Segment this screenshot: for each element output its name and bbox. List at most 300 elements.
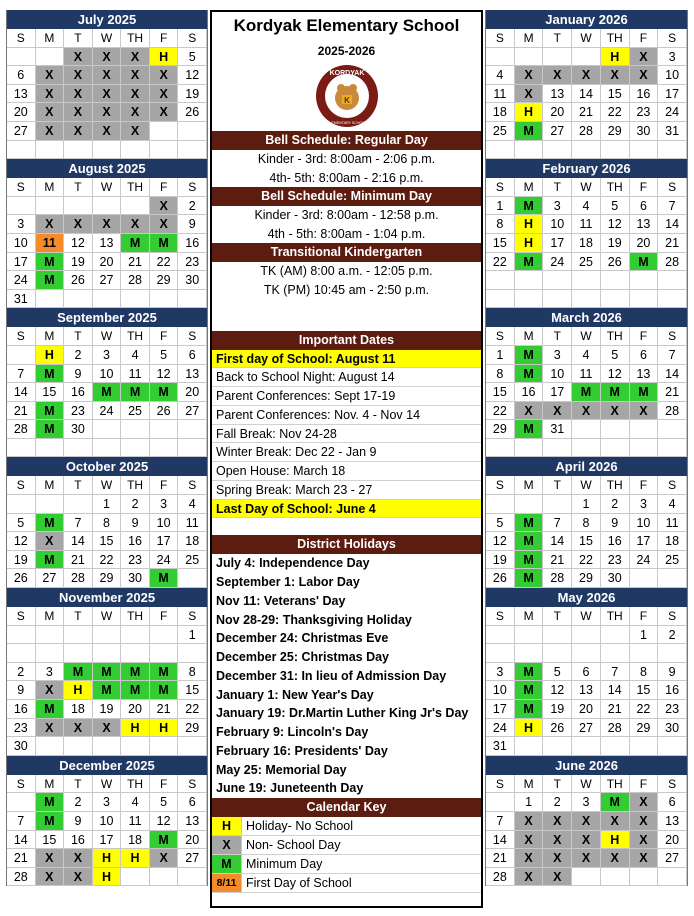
day-cell: X [572, 402, 601, 421]
day-cell: 3 [486, 663, 515, 682]
day-cell: 16 [64, 831, 93, 850]
day-cell: 14 [572, 85, 601, 104]
day-cell [64, 495, 93, 514]
weekday-header: TH [601, 607, 630, 626]
day-cell [121, 868, 150, 887]
day-cell [630, 644, 659, 663]
month-grid [7, 178, 207, 308]
day-cell: 18 [121, 831, 150, 850]
weekday-header: W [572, 178, 601, 197]
day-cell: 15 [36, 831, 65, 850]
day-cell [658, 644, 687, 663]
weekday-header: S [178, 775, 207, 794]
day-cell: 29 [630, 719, 659, 738]
day-cell: 27 [36, 569, 65, 588]
weekday-header: W [93, 178, 122, 197]
day-cell [543, 290, 572, 309]
day-cell [601, 644, 630, 663]
weekday-header: T [64, 327, 93, 346]
day-cell: X [93, 215, 122, 234]
day-cell [572, 48, 601, 67]
day-cell [7, 197, 36, 216]
weekday-header: S [7, 29, 36, 48]
day-cell: 25 [486, 122, 515, 141]
day-cell: 5 [150, 346, 179, 365]
day-cell: X [543, 831, 572, 850]
day-cell: M [150, 383, 179, 402]
weekday-header: S [7, 476, 36, 495]
day-cell: X [121, 103, 150, 122]
holiday-item: July 4: Independence Day [216, 556, 370, 571]
district-holidays-header: District Holidays [212, 535, 481, 554]
day-cell: 12 [543, 681, 572, 700]
weekday-header: M [36, 607, 65, 626]
day-cell: 28 [572, 122, 601, 141]
day-cell: 15 [572, 532, 601, 551]
day-cell: 30 [630, 122, 659, 141]
holiday-item: May 25: Memorial Day [216, 762, 347, 777]
day-cell: 3 [93, 346, 122, 365]
day-cell: 4 [658, 495, 687, 514]
weekday-header: M [515, 607, 544, 626]
day-cell [93, 420, 122, 439]
weekday-header: T [64, 476, 93, 495]
day-cell: 18 [658, 532, 687, 551]
month-calendar [6, 756, 208, 887]
day-cell: H [601, 48, 630, 67]
day-cell: X [630, 66, 659, 85]
day-cell [543, 271, 572, 290]
day-cell: X [64, 85, 93, 104]
day-cell: 29 [601, 122, 630, 141]
day-cell: 5 [178, 48, 207, 67]
day-cell [121, 644, 150, 663]
day-cell: X [601, 849, 630, 868]
holiday-item: Nov 28-29: Thanksgiving Holiday [216, 612, 412, 627]
day-cell: X [93, 66, 122, 85]
day-cell: 28 [121, 271, 150, 290]
day-cell: 1 [572, 495, 601, 514]
day-cell [36, 290, 65, 309]
day-cell: X [601, 812, 630, 831]
day-cell: M [630, 253, 659, 272]
day-cell [486, 271, 515, 290]
weekday-header: TH [601, 476, 630, 495]
day-cell: H [515, 719, 544, 738]
day-cell: 12 [601, 215, 630, 234]
weekday-header: M [515, 775, 544, 794]
day-cell: X [36, 85, 65, 104]
key-swatch: H [212, 817, 242, 835]
day-cell: 14 [658, 365, 687, 384]
day-cell: M [93, 681, 122, 700]
day-cell: 15 [601, 85, 630, 104]
day-cell: 30 [658, 719, 687, 738]
weekday-header: T [543, 327, 572, 346]
day-cell: H [93, 849, 122, 868]
important-date-item: Parent Conferences: Sept 17-19 [212, 387, 481, 406]
weekday-header: T [543, 476, 572, 495]
day-cell: M [601, 793, 630, 812]
weekday-header: S [486, 327, 515, 346]
day-cell: M [121, 663, 150, 682]
key-item [212, 855, 481, 874]
weekday-header: TH [601, 29, 630, 48]
day-cell: X [543, 66, 572, 85]
weekday-header: F [630, 775, 659, 794]
day-cell [150, 868, 179, 887]
day-cell [486, 495, 515, 514]
weekday-header: S [486, 607, 515, 626]
day-cell: X [572, 831, 601, 850]
day-cell [630, 737, 659, 756]
day-cell: 3 [572, 793, 601, 812]
weekday-header: W [93, 476, 122, 495]
day-cell: M [515, 514, 544, 533]
day-cell: 21 [7, 402, 36, 421]
day-cell [486, 644, 515, 663]
day-cell: 2 [64, 793, 93, 812]
day-cell: 14 [486, 831, 515, 850]
day-cell [36, 439, 65, 458]
day-cell [7, 439, 36, 458]
day-cell: 5 [601, 346, 630, 365]
day-cell [7, 495, 36, 514]
day-cell [515, 141, 544, 160]
day-cell: 12 [64, 234, 93, 253]
day-cell: 23 [7, 719, 36, 738]
day-cell [7, 793, 36, 812]
day-cell: M [36, 365, 65, 384]
weekday-header: TH [121, 476, 150, 495]
weekday-header: T [64, 775, 93, 794]
day-cell: 21 [486, 849, 515, 868]
weekday-header: S [7, 607, 36, 626]
month-grid [7, 476, 207, 588]
weekday-header: S [178, 476, 207, 495]
day-cell [64, 626, 93, 645]
weekday-header: S [658, 607, 687, 626]
day-cell: M [150, 234, 179, 253]
day-cell [150, 439, 179, 458]
day-cell [93, 197, 122, 216]
day-cell [515, 626, 544, 645]
day-cell: 6 [658, 793, 687, 812]
day-cell: 4 [572, 197, 601, 216]
key-label: Holiday- No School [246, 819, 353, 834]
day-cell: X [572, 66, 601, 85]
day-cell [601, 737, 630, 756]
day-cell: M [630, 383, 659, 402]
day-cell [36, 141, 65, 160]
day-cell: X [150, 197, 179, 216]
day-cell: X [601, 402, 630, 421]
day-cell [543, 626, 572, 645]
day-cell: X [630, 402, 659, 421]
day-cell: 28 [7, 868, 36, 887]
weekday-header: TH [121, 29, 150, 48]
day-cell: M [36, 700, 65, 719]
day-cell: X [630, 793, 659, 812]
important-date-item: Back to School Night: August 14 [212, 368, 481, 387]
day-cell [93, 737, 122, 756]
day-cell: 19 [7, 551, 36, 570]
day-cell [178, 290, 207, 309]
day-cell: 9 [601, 514, 630, 533]
day-cell: 3 [7, 215, 36, 234]
day-cell: 28 [658, 253, 687, 272]
weekday-header: S [486, 476, 515, 495]
day-cell [36, 48, 65, 67]
day-cell: X [121, 122, 150, 141]
day-cell: 24 [93, 402, 122, 421]
day-cell: X [121, 215, 150, 234]
weekday-header: S [658, 327, 687, 346]
day-cell: X [150, 66, 179, 85]
weekday-header: M [36, 775, 65, 794]
day-cell: 14 [658, 215, 687, 234]
day-cell: 10 [93, 812, 122, 831]
important-date-item: Spring Break: March 23 - 27 [212, 481, 481, 500]
day-cell: 17 [543, 383, 572, 402]
month-calendar [6, 308, 208, 457]
day-cell [515, 439, 544, 458]
day-cell: 16 [64, 383, 93, 402]
weekday-header: S [658, 775, 687, 794]
important-date-item: Fall Break: Nov 24-28 [212, 425, 481, 444]
weekday-header: T [64, 29, 93, 48]
day-cell: 7 [543, 514, 572, 533]
day-cell [150, 290, 179, 309]
holiday-item: Nov 11: Veterans' Day [216, 593, 346, 608]
day-cell: 17 [658, 85, 687, 104]
day-cell: M [36, 271, 65, 290]
day-cell: M [150, 831, 179, 850]
info-panel [210, 10, 483, 908]
weekday-header: W [93, 327, 122, 346]
day-cell [7, 644, 36, 663]
day-cell [630, 439, 659, 458]
day-cell: H [121, 719, 150, 738]
weekday-header: F [630, 476, 659, 495]
day-cell: 23 [601, 551, 630, 570]
day-cell: 23 [64, 402, 93, 421]
day-cell: 29 [486, 420, 515, 439]
day-cell: 17 [150, 532, 179, 551]
day-cell: X [515, 831, 544, 850]
day-cell: 11 [658, 514, 687, 533]
day-cell: H [515, 215, 544, 234]
day-cell: M [515, 551, 544, 570]
day-cell: 29 [150, 271, 179, 290]
school-year: 2025-2026 [317, 44, 376, 58]
day-cell: 21 [7, 849, 36, 868]
day-cell: M [121, 234, 150, 253]
month-grid [486, 775, 687, 887]
day-cell [150, 644, 179, 663]
day-cell [7, 346, 36, 365]
day-cell: 26 [486, 569, 515, 588]
weekday-header: M [36, 476, 65, 495]
day-cell [178, 141, 207, 160]
tk-header: Transitional Kindergarten [212, 243, 481, 262]
month-title: October 2025 [7, 457, 207, 476]
day-cell: X [36, 122, 65, 141]
bell-minimum-line: Kinder - 3rd: 8:00am - 12:58 p.m. [254, 208, 439, 223]
month-calendar [485, 308, 688, 457]
day-cell: 25 [121, 402, 150, 421]
day-cell: 19 [543, 700, 572, 719]
day-cell [543, 644, 572, 663]
logo-subtext: ELEMENTARY SCHOOL [326, 121, 367, 125]
day-cell: 14 [64, 532, 93, 551]
day-cell [93, 626, 122, 645]
month-calendar [6, 457, 208, 588]
day-cell: 6 [178, 793, 207, 812]
day-cell [630, 290, 659, 309]
day-cell [486, 439, 515, 458]
day-cell: 31 [486, 737, 515, 756]
weekday-header: F [630, 29, 659, 48]
weekday-header: F [630, 607, 659, 626]
day-cell: X [93, 48, 122, 67]
day-cell: M [150, 663, 179, 682]
holiday-item: February 9: Lincoln's Day [216, 725, 369, 740]
important-date-item: Last Day of School: June 4 [212, 500, 481, 519]
day-cell [572, 737, 601, 756]
day-cell [601, 626, 630, 645]
day-cell: 17 [93, 831, 122, 850]
day-cell [93, 141, 122, 160]
day-cell: 17 [630, 532, 659, 551]
day-cell: M [36, 253, 65, 272]
weekday-header: W [572, 29, 601, 48]
day-cell: 18 [178, 532, 207, 551]
month-calendar [485, 10, 688, 159]
day-cell: 9 [64, 812, 93, 831]
day-cell: 2 [178, 197, 207, 216]
day-cell: M [515, 346, 544, 365]
day-cell [543, 439, 572, 458]
weekday-header: TH [601, 327, 630, 346]
day-cell: 18 [572, 234, 601, 253]
day-cell: 23 [658, 700, 687, 719]
day-cell: 7 [486, 812, 515, 831]
day-cell: 11 [121, 365, 150, 384]
day-cell: 15 [93, 532, 122, 551]
day-cell: 21 [572, 103, 601, 122]
important-date-item: Open House: March 18 [212, 462, 481, 481]
day-cell: X [630, 48, 659, 67]
day-cell [178, 569, 207, 588]
holiday-item: January 1: New Year's Day [216, 687, 374, 702]
day-cell [515, 290, 544, 309]
logo-text: KORDYAK [329, 70, 364, 77]
day-cell [515, 737, 544, 756]
day-cell: 30 [7, 737, 36, 756]
day-cell [36, 495, 65, 514]
weekday-header: S [178, 29, 207, 48]
day-cell: 14 [601, 681, 630, 700]
month-grid [486, 476, 687, 588]
weekday-header: F [630, 327, 659, 346]
day-cell: 2 [64, 346, 93, 365]
day-cell [543, 737, 572, 756]
day-cell: 5 [601, 197, 630, 216]
day-cell: X [64, 48, 93, 67]
weekday-header: TH [121, 775, 150, 794]
day-cell: X [36, 66, 65, 85]
day-cell: X [543, 868, 572, 887]
day-cell: X [64, 849, 93, 868]
day-cell: 19 [93, 700, 122, 719]
holiday-item: September 1: Labor Day [216, 575, 360, 590]
day-cell: 26 [601, 253, 630, 272]
calendar-key-list [212, 817, 481, 893]
day-cell: X [121, 48, 150, 67]
day-cell: 22 [93, 551, 122, 570]
day-cell: 25 [572, 253, 601, 272]
day-cell: 28 [7, 420, 36, 439]
day-cell: 20 [178, 383, 207, 402]
day-cell: 2 [7, 663, 36, 682]
day-cell: X [150, 103, 179, 122]
day-cell: 21 [601, 700, 630, 719]
day-cell [515, 48, 544, 67]
day-cell: X [64, 103, 93, 122]
day-cell [658, 271, 687, 290]
weekday-header: S [486, 178, 515, 197]
day-cell: H [150, 719, 179, 738]
month-title: April 2026 [486, 457, 687, 476]
important-date-item: Parent Conferences: Nov. 4 - Nov 14 [212, 406, 481, 425]
day-cell: 16 [601, 532, 630, 551]
day-cell: 26 [150, 402, 179, 421]
day-cell: 7 [658, 346, 687, 365]
day-cell: 6 [178, 346, 207, 365]
day-cell: X [64, 122, 93, 141]
day-cell: 19 [64, 253, 93, 272]
month-grid [7, 327, 207, 457]
day-cell: 24 [150, 551, 179, 570]
day-cell: 21 [658, 234, 687, 253]
day-cell: 28 [658, 402, 687, 421]
day-cell: 23 [178, 253, 207, 272]
weekday-header: W [572, 775, 601, 794]
day-cell: 18 [486, 103, 515, 122]
day-cell: 8 [572, 514, 601, 533]
day-cell: 19 [486, 551, 515, 570]
key-label: First Day of School [246, 876, 352, 891]
day-cell: M [150, 681, 179, 700]
weekday-header: T [64, 178, 93, 197]
weekday-header: M [515, 476, 544, 495]
day-cell: 26 [543, 719, 572, 738]
weekday-header: S [486, 775, 515, 794]
day-cell [543, 48, 572, 67]
weekday-header: F [150, 476, 179, 495]
day-cell: M [121, 383, 150, 402]
day-cell: 9 [7, 681, 36, 700]
month-calendar [6, 588, 208, 756]
day-cell: X [543, 812, 572, 831]
month-title: March 2026 [486, 308, 687, 327]
right-calendar-column [485, 10, 688, 886]
month-calendar [485, 588, 688, 756]
day-cell: 6 [7, 66, 36, 85]
day-cell: H [36, 346, 65, 365]
day-cell [572, 420, 601, 439]
